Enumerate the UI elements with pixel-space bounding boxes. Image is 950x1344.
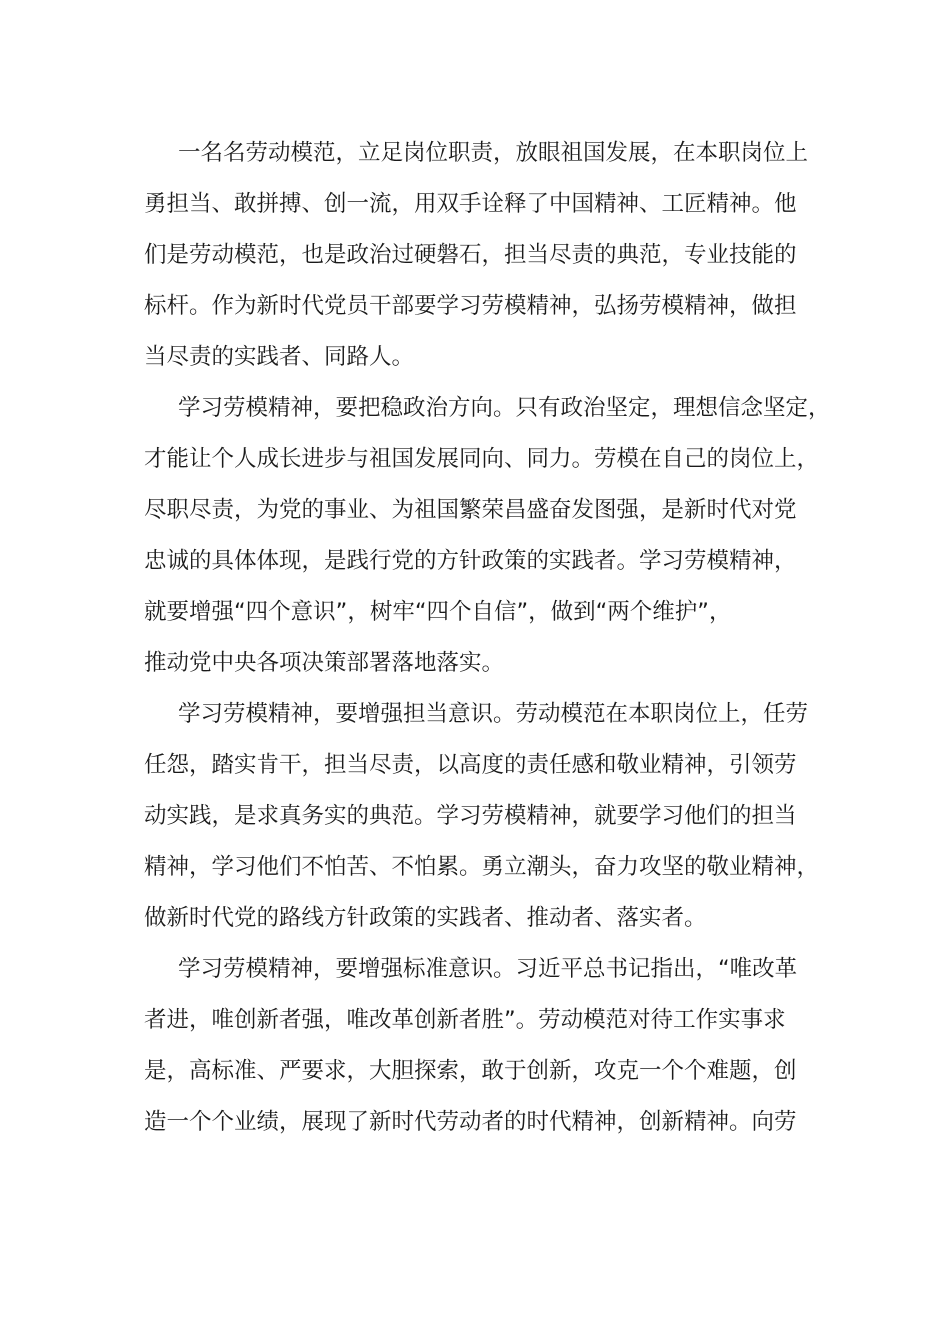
text-line: 学习劳模精神，要增强担当意识。劳动模范在本职岗位上，任劳 [178,701,809,727]
text-line: 忠诚的具体体现，是践行党的方针政策的实践者。学习劳模精神， [144,548,797,574]
text-line: 者进，唯创新者强，唯改革创新者胜”。劳动模范对待工作实事求 [144,1007,786,1033]
text-line: 学习劳模精神，要增强标准意识。习近平总书记指出，“唯改革 [178,956,798,982]
text-line: 精神，学习他们不怕苦、不怕累。勇立潮头，奋力攻坚的敬业精神， [144,854,820,880]
text-line: 才能让个人成长进步与祖国发展同向、同力。劳模在自己的岗位上， [144,446,820,472]
text-line: 当尽责的实践者、同路人。 [144,344,415,370]
paragraph-2 [144,383,831,689]
text-line: 就要增强“四个意识”，树牢“四个自信”，做到“两个维护”， [144,599,732,625]
paragraph-3 [144,689,820,944]
text-line: 一名名劳动模范，立足岗位职责，放眼祖国发展，在本职岗位上 [178,140,809,166]
text-line: 学习劳模精神，要把稳政治方向。只有政治坚定，理想信念坚定， [178,395,831,421]
text-line: 尽职尽责，为党的事业、为祖国繁荣昌盛奋发图强，是新时代对党 [144,497,797,523]
text-line: 任怨，踏实肯干，担当尽责，以高度的责任感和敬业精神，引领劳 [144,752,797,778]
text-line: 做新时代党的路线方针政策的实践者、推动者、落实者。 [144,905,707,931]
text-line: 造一个个业绩，展现了新时代劳动者的时代精神，创新精神。向劳 [144,1109,797,1135]
paragraph-4 [144,944,808,1148]
text-line: 是，高标准、严要求，大胆探索，敢于创新，攻克一个个难题，创 [144,1058,797,1084]
text-line: 推动党中央各项决策部署落地落实。 [144,650,505,676]
text-line: 勇担当、敢拼搏、创一流，用双手诠释了中国精神、工匠精神。他 [144,191,797,217]
text-line: 标杆。作为新时代党员干部要学习劳模精神，弘扬劳模精神，做担 [144,293,797,319]
text-line: 动实践，是求真务实的典范。学习劳模精神，就要学习他们的担当 [144,803,797,829]
text-line: 们是劳动模范，也是政治过硬磐石，担当尽责的典范，专业技能的 [144,242,797,268]
paragraph-1 [144,128,808,383]
document-body [144,128,831,1148]
